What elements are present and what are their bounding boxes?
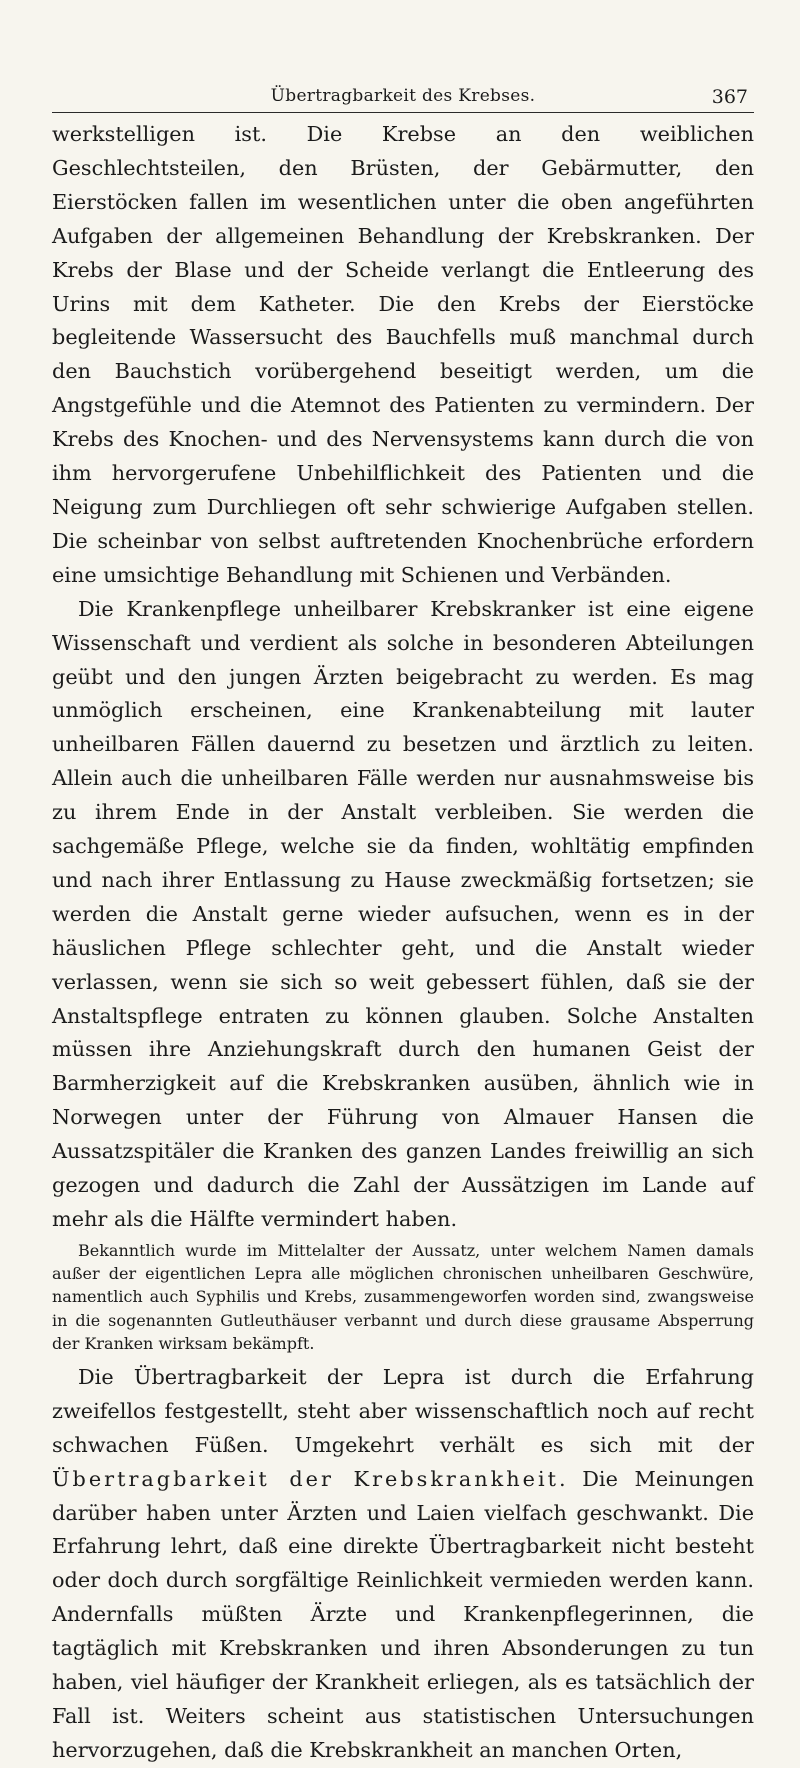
body-text — [52, 118, 754, 1768]
paragraph-text-after: . Die Meinungen darüber haben unter Ärzten und Laien vielfach geschwankt. Die Erfahrung lehrt, daß eine direkte Übertragbarkeit nicht besteht oder doch durch sorgfältige Reinlichkeit vermieden werden kann. Andernfalls müßten Ärzte und Krankenpflegerinnen, die tagtäglich mit Krebskranken und ihren Absonderungen zu tun haben, viel häufiger der Krankheit erliegen, als es tatsächlich der Fall ist. Weiters scheint aus statistischen Untersuchungen hervorzugehen, daß die Krebskrankheit an manchen Orten, — [52, 1466, 755, 1762]
footnote-aussatz: Bekanntlich wurde im Mittelalter der Aussatz, unter welchem Namen damals außer der eigentlichen Lepra alle möglichen chronischen unheilbaren Geschwüre, namentlich auch Syphilis und Krebs, zusammengeworfen worden sind, zwangsweise in die sogenannten Gutleuthäuser verbannt und durch diese grausame Absperrung der Kranken wirksam bekämpft. — [52, 1240, 754, 1353]
spaced-emphasis: Übertragbarkeit der Krebskrankheit — [52, 1466, 559, 1491]
paragraph-continuation: werkstelligen ist. Die Krebse an den weiblichen Geschlechtsteilen, den Brüsten, der Gebärmutter, den Eierstöcken fallen im wesentlichen unter die oben angeführten Aufgaben der allgemeinen Behandlung der Krebskranken. Der Krebs der Blase und der Scheide verlangt die Entleerung des Urins mit dem Katheter. Die den Krebs der Eierstöcke begleitende Wassersucht des Bauchfells muß manchmal durch den Bauchstich vorübergehend beseitigt werden, um die Angstgefühle und die Atemnot des Patienten zu vermindern. Der Krebs des Knochen- und des Nervensystems kann durch die von ihm hervorgerufene Unbehilflichkeit des Patienten und die Neigung zum Durchliegen oft sehr schwierige Aufgaben stellen. Die scheinbar von selbst auftretenden Knochenbrüche erfordern eine umsichtige Behandlung mit Schienen und Verbänden. — [52, 122, 754, 587]
paragraph-uebertragbarkeit — [52, 1361, 754, 1768]
paragraph-krankenpflege: Die Krankenpflege unheilbarer Krebskranker ist eine eigene Wissenschaft und verdient als solche in besonderen Abteilungen geübt und den jungen Ärzten beigebracht zu werden. Es mag unmöglich erscheinen, eine Krankenabteilung mit lauter unheilbaren Fällen dauernd zu besetzen und ärztlich zu leiten. Allein auch die unheilbaren Fälle werden nur ausnahmsweise bis zu ihrem Ende in der Anstalt verbleiben. Sie werden die sachgemäße Pflege, welche sie da finden, wohltätig empfinden und nach ihrer Entlassung zu Hause zweckmäßig fortsetzen; sie werden die Anstalt gerne wieder aufsuchen, wenn es in der häuslichen Pflege schlechter geht, und die Anstalt wieder verlassen, wenn sie sich so weit gebessert fühlen, daß sie der Anstaltspflege entraten zu können glauben. Solche Anstalten müssen ihre Anziehungskraft durch den humanen Geist der Barmherzigkeit auf die Krebskranken ausüben, ähnlich wie in Norwegen unter der Führung von Almauer Hansen die Aussatzspitäler die Kranken des ganzen Landes freiwillig an sich gezogen und dadurch die Zahl der Aussätzigen im Lande auf mehr als die Hälfte vermindert haben. — [52, 596, 754, 1231]
running-header — [52, 82, 754, 113]
page-number: 367 — [711, 86, 748, 108]
paragraph-text-before: Die Übertragbarkeit der Lepra ist durch die Erfahrung zweifellos festgestellt, steht aber wissenschaftlich noch auf recht schwachen Füßen. Umgekehrt verhält es sich mit der — [52, 1364, 754, 1457]
running-title: Übertragbarkeit des Krebses. — [270, 86, 536, 106]
